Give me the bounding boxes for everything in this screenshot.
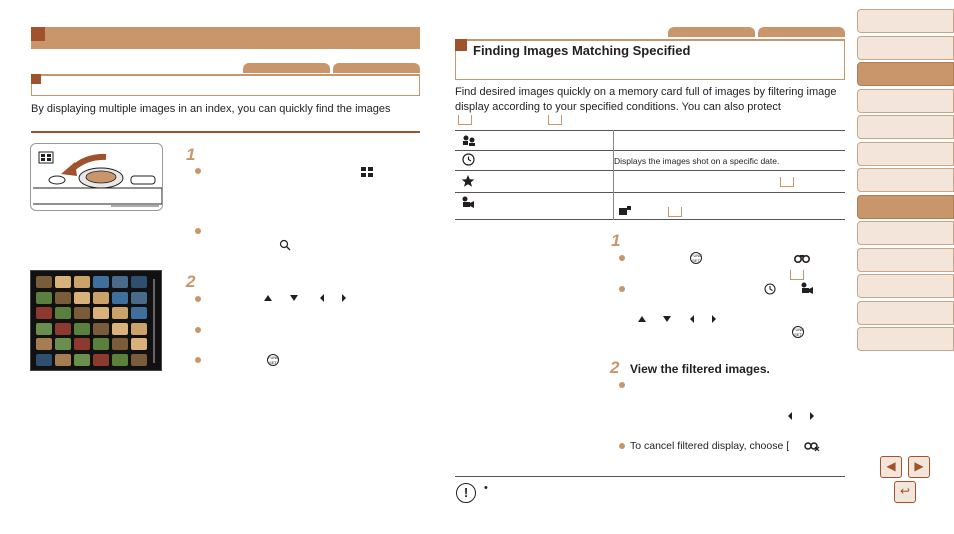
left-intro-text: By displaying multiple images in an index, you can quickly find the images bbox=[31, 103, 391, 115]
subsection-marker bbox=[31, 74, 41, 84]
thumbnail-image bbox=[93, 307, 109, 319]
thumbnail-image bbox=[93, 323, 109, 335]
step-2-heading: View the filtered images. bbox=[630, 362, 770, 376]
section-marker bbox=[31, 27, 45, 41]
right-intro-text: Find desired images quickly on a memory card full of images by filtering image display according to your specified conditions. You can also protect bbox=[455, 86, 837, 113]
nav-chapter-tab[interactable] bbox=[857, 62, 954, 86]
thumbnail-image bbox=[36, 323, 52, 335]
thumbnail-image bbox=[74, 292, 90, 304]
thumbnail-image bbox=[93, 354, 109, 366]
thumbnail-image bbox=[131, 338, 147, 350]
scrollbar bbox=[153, 279, 155, 363]
thumbnail-image bbox=[55, 323, 71, 335]
right-step-2-number: 2 bbox=[610, 358, 620, 377]
thumbnail-image bbox=[131, 354, 147, 366]
nav-chapter-tab[interactable] bbox=[857, 248, 954, 272]
nav-chapter-tab[interactable] bbox=[857, 168, 954, 192]
table-row bbox=[455, 170, 845, 171]
bullet bbox=[195, 228, 201, 234]
book-ref-icon[interactable] bbox=[790, 270, 804, 280]
cancel-instruction: To cancel filtered display, choose [ bbox=[630, 440, 790, 452]
thumbnail-image bbox=[36, 276, 52, 288]
title-marker bbox=[455, 39, 467, 51]
camera-top-drawing bbox=[31, 144, 163, 211]
nav-chapter-tab[interactable] bbox=[857, 36, 954, 60]
nav-chapter-tab[interactable] bbox=[857, 327, 954, 351]
thumbnail-image bbox=[112, 307, 128, 319]
thumbnail-image bbox=[131, 323, 147, 335]
thumbnail-image bbox=[74, 276, 90, 288]
bullet bbox=[195, 168, 201, 174]
nav-chapter-tab[interactable] bbox=[857, 221, 954, 245]
left-divider bbox=[31, 131, 420, 133]
bullet bbox=[619, 286, 625, 292]
thumbnail-image bbox=[131, 276, 147, 288]
bullet bbox=[619, 255, 625, 261]
left-step-2-number: 2 bbox=[186, 272, 196, 291]
tab-movies bbox=[333, 63, 420, 73]
book-ref-icon[interactable] bbox=[548, 115, 562, 125]
thumbnail-image bbox=[36, 307, 52, 319]
nav-chapter-tab[interactable] bbox=[857, 274, 954, 298]
thumbnail-image bbox=[112, 323, 128, 335]
thumbnail-image bbox=[93, 338, 109, 350]
thumbnail-image bbox=[55, 307, 71, 319]
bullet bbox=[195, 327, 201, 333]
thumbnail-image bbox=[112, 292, 128, 304]
arrow-buttons-icon bbox=[636, 313, 722, 325]
column-divider bbox=[613, 130, 614, 220]
magnify-icon bbox=[279, 239, 291, 251]
right-step-1-number: 1 bbox=[611, 231, 621, 250]
table-row bbox=[455, 192, 845, 193]
nav-chapter-tab[interactable] bbox=[857, 115, 954, 139]
people-icon bbox=[461, 134, 477, 146]
star-icon bbox=[461, 174, 475, 188]
nav-chapter-tab[interactable] bbox=[857, 89, 954, 113]
nav-chapter-tab[interactable] bbox=[857, 9, 954, 33]
thumbnail-image bbox=[112, 354, 128, 366]
thumbnail-image bbox=[74, 354, 90, 366]
thumbnail-image bbox=[131, 292, 147, 304]
book-ref-icon[interactable] bbox=[780, 177, 794, 187]
tab-movies bbox=[758, 27, 845, 37]
binoculars-cancel-icon bbox=[804, 440, 820, 452]
table-row bbox=[455, 150, 845, 151]
thumbnail-image bbox=[55, 338, 71, 350]
thumbnail-image bbox=[55, 276, 71, 288]
func-set-icon: FUNC SET bbox=[793, 327, 805, 337]
next-page-button[interactable]: ▶ bbox=[908, 456, 930, 478]
clock-icon bbox=[462, 153, 475, 166]
table-cell-description: Displays the images shot on a specific date. bbox=[614, 156, 780, 166]
filter-conditions-table bbox=[455, 130, 845, 220]
book-ref-icon[interactable] bbox=[458, 115, 472, 125]
func-set-icon: FUNC SET bbox=[268, 355, 280, 365]
bullet bbox=[195, 296, 201, 302]
tab-still-images bbox=[668, 27, 755, 37]
thumbnail-image bbox=[93, 276, 109, 288]
note-bullet: • bbox=[484, 482, 488, 494]
subsection-header-bar bbox=[31, 74, 420, 96]
thumbnail-image bbox=[36, 338, 52, 350]
tab-still-images bbox=[243, 63, 330, 73]
left-right-buttons-icon bbox=[786, 410, 816, 422]
thumbnail-image bbox=[36, 292, 52, 304]
left-step-1-number: 1 bbox=[186, 145, 196, 164]
movie-digest-icon bbox=[618, 206, 632, 216]
thumbnail-image bbox=[55, 354, 71, 366]
section-header-bar bbox=[31, 27, 420, 49]
note-divider bbox=[455, 476, 845, 477]
nav-chapter-tab[interactable] bbox=[857, 195, 954, 219]
func-set-icon: FUNC SET bbox=[691, 253, 703, 263]
thumbnail-image bbox=[112, 338, 128, 350]
caution-icon: ! bbox=[456, 483, 476, 503]
movie-icon bbox=[800, 282, 814, 296]
thumbnail-image bbox=[74, 307, 90, 319]
bullet bbox=[619, 443, 625, 449]
book-ref-icon[interactable] bbox=[668, 207, 682, 217]
nav-chapter-tab[interactable] bbox=[857, 301, 954, 325]
zoom-lever-illustration bbox=[30, 143, 163, 211]
back-button[interactable]: ↩ bbox=[894, 481, 916, 503]
binoculars-icon bbox=[794, 252, 810, 264]
thumbnail-image bbox=[36, 354, 52, 366]
nav-chapter-tab[interactable] bbox=[857, 142, 954, 166]
bullet bbox=[619, 382, 625, 388]
thumbnail-image bbox=[93, 292, 109, 304]
clock-icon bbox=[764, 283, 776, 295]
thumbnail-image bbox=[131, 307, 147, 319]
movie-icon bbox=[461, 196, 475, 210]
bullet bbox=[195, 357, 201, 363]
thumbnail-image bbox=[74, 323, 90, 335]
table-row bbox=[455, 219, 845, 220]
arrow-buttons-icon bbox=[262, 292, 352, 304]
table-row bbox=[455, 130, 845, 131]
index-display-screenshot bbox=[30, 270, 162, 371]
page-title: Finding Images Matching Specified bbox=[473, 43, 691, 58]
prev-page-button[interactable]: ◀ bbox=[880, 456, 902, 478]
thumbnail-image bbox=[74, 338, 90, 350]
index-icon bbox=[360, 166, 374, 178]
thumbnail-image bbox=[112, 276, 128, 288]
thumbnail-image bbox=[55, 292, 71, 304]
